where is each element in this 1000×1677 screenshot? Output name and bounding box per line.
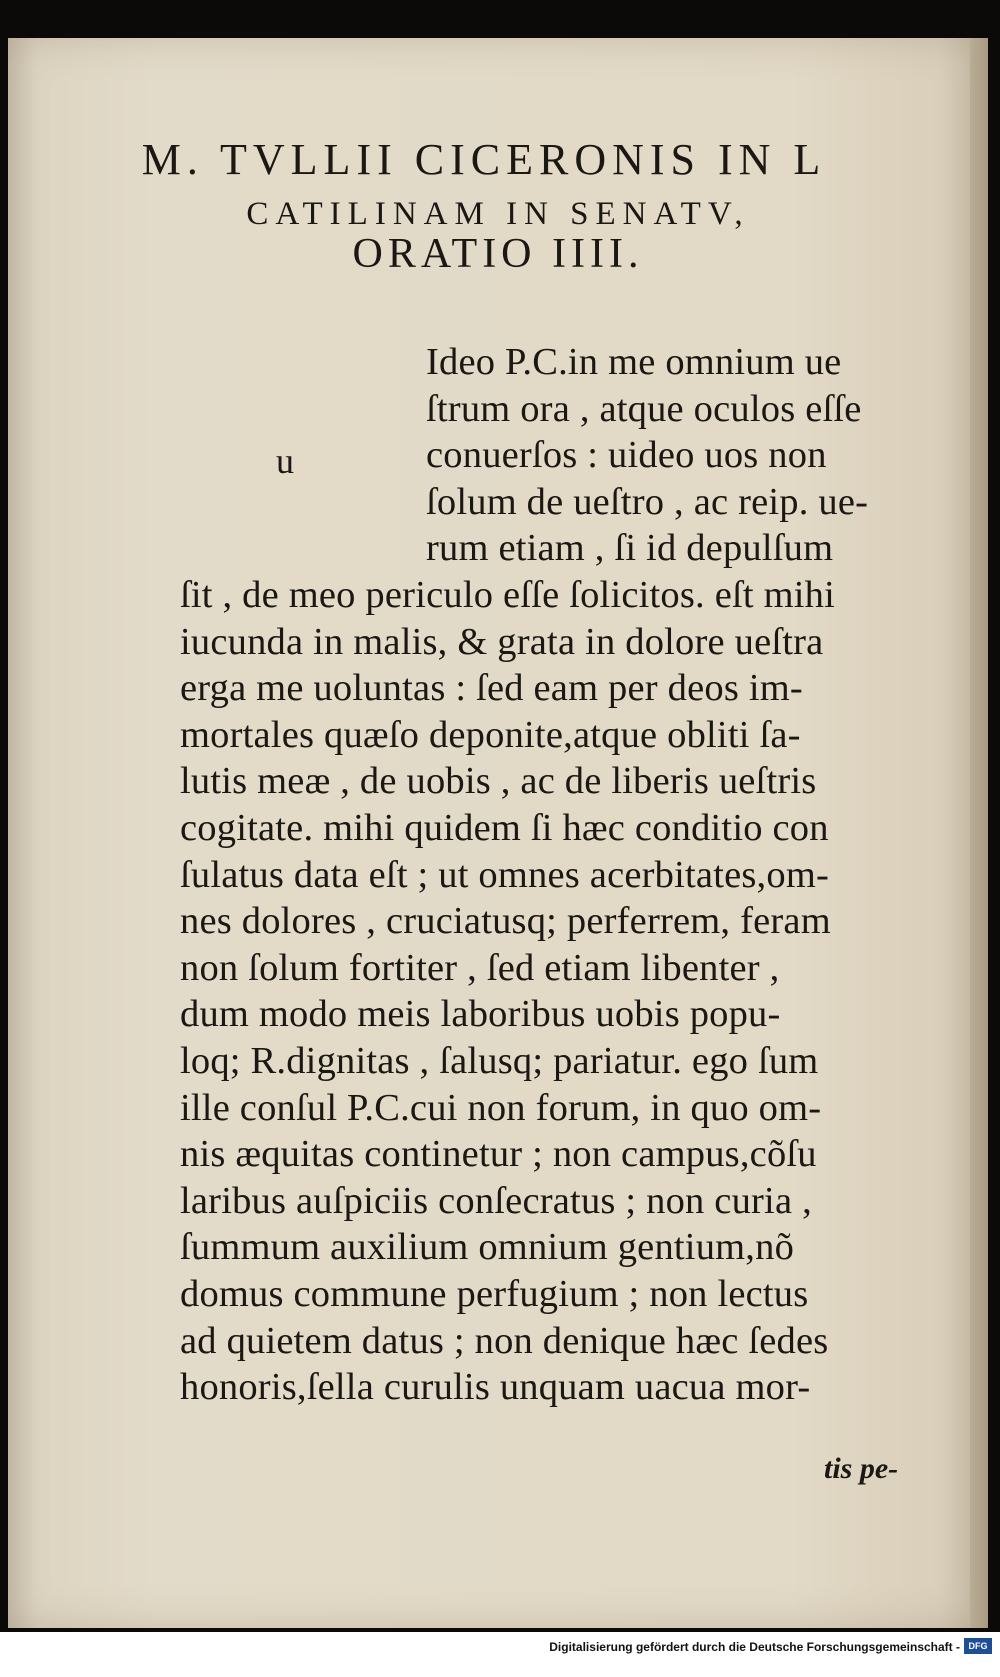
text-line: loq; R.dignitas , ſalusq; pariatur. ego ſum: [180, 1040, 819, 1082]
text-line: dum modo meis laboribus uobis popu-: [180, 993, 781, 1036]
text-line: nis æquitas continetur ; non campus,cõſu: [180, 1133, 817, 1176]
initial-guide-letter: u: [276, 441, 294, 481]
heading-line-3: ORATIO IIII.: [352, 231, 644, 277]
text-line: ſulatus data eſt ; ut omnes acerbitates,om-: [180, 853, 830, 896]
heading-line-2: CATILINAM IN SENATV,: [246, 196, 750, 232]
text-line: nes dolores , cruciatusq; perferrem, feram: [180, 900, 831, 943]
text-line: erga me uoluntas : ſed eam per deos im-: [180, 667, 803, 710]
book-page: [8, 38, 988, 1628]
footer-bar: [0, 1632, 1000, 1677]
text-line: ſit , de meo periculo eſſe ſolicitos. eſt mihi: [180, 574, 835, 616]
text-line: ſtrum ora , atque oculos eſſe: [426, 387, 862, 430]
text-line: mortales quæſo deponite,atque obliti ſa-: [180, 713, 801, 756]
footer-credit: Digitalisierung gefördert durch die Deutsche Forschungsgemeinschaft -: [549, 1640, 960, 1654]
text-line: rum etiam , ſi id depulſum: [426, 527, 834, 570]
catchword: tis pe-: [824, 1452, 899, 1485]
text-line: Ideo P.C.in me omnium ue: [426, 341, 842, 383]
text-line: ille conſul P.C.cui non forum, in quo om-: [180, 1086, 822, 1129]
text-line: ſummum auxilium omnium gentium,nõ: [180, 1226, 795, 1269]
heading-line-1: M. TVLLII CICERONIS IN L: [141, 135, 827, 184]
dfg-logo: DFG: [964, 1638, 992, 1654]
text-line: lutis meæ , de uobis , ac de liberis ueſtris: [180, 760, 817, 803]
text-line: ad quietem datus ; non denique hæc ſedes: [180, 1319, 829, 1362]
text-line: cogitate. mihi quidem ſi hæc conditio con: [180, 807, 829, 849]
text-line: honoris,ſella curulis unquam uacua mor-: [180, 1366, 811, 1409]
text-line: ſolum de ueſtro , ac reip. ue-: [426, 480, 869, 523]
text-line: iucunda in malis, & grata in dolore ueſtra: [180, 620, 824, 663]
text-line: domus commune perfugium ; non lectus: [180, 1273, 809, 1315]
text-line: laribus auſpiciis conſecratus ; non curia ,: [180, 1179, 812, 1222]
text-line: conuerſos : uideo uos non: [426, 434, 827, 477]
text-line: non ſolum fortiter , ſed etiam libenter ,: [180, 946, 780, 989]
